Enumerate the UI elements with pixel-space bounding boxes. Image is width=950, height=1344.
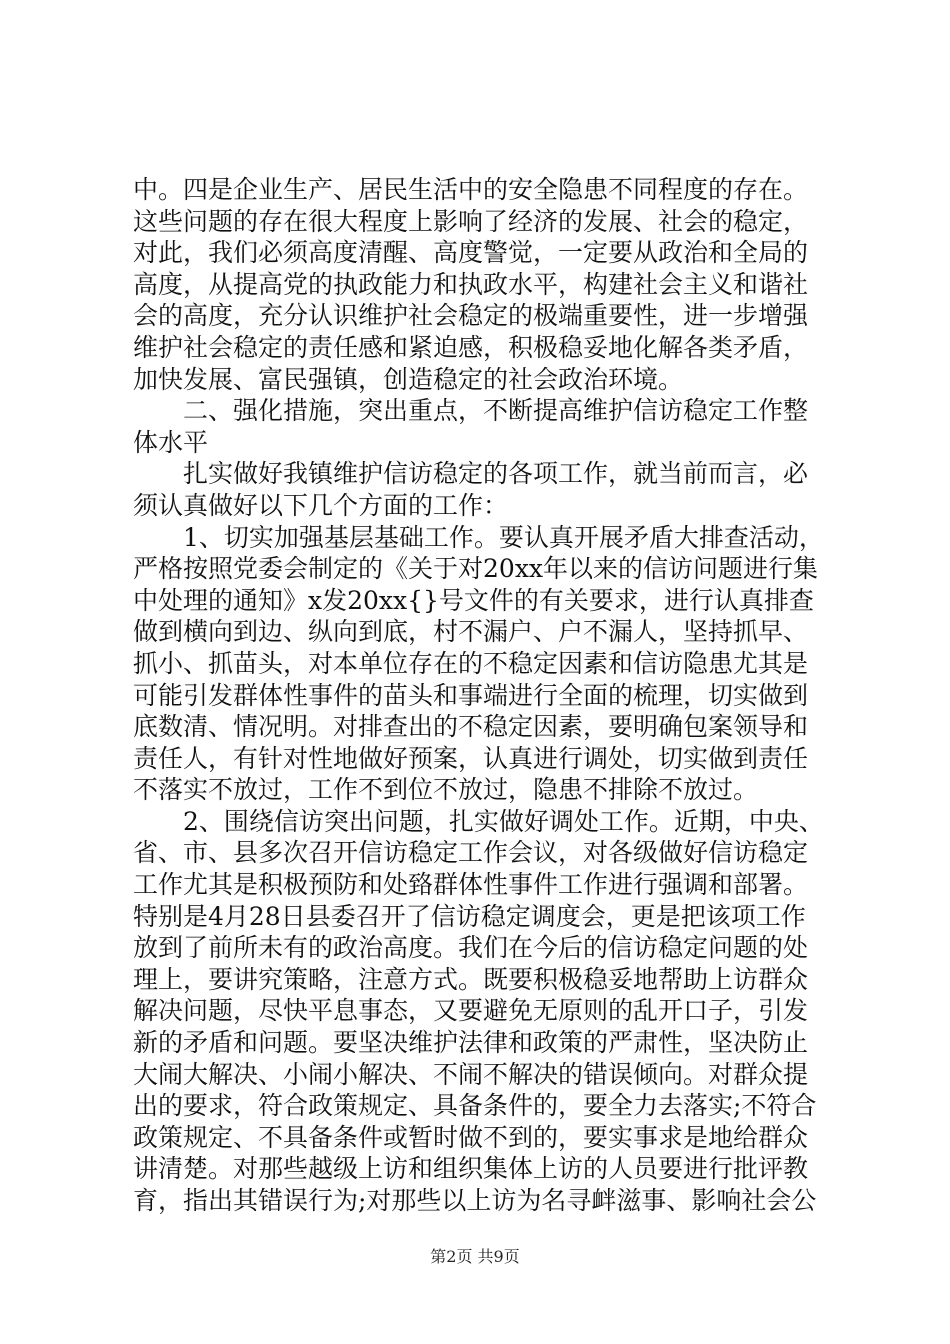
text-line: 2、围绕信访突出问题，扎实做好调处工作。近期，中央、 [133,806,824,836]
text-line: 育，指出其错误行为;对那些以上访为名寻衅滋事、影响社会公 [133,1186,817,1215]
body-text [133,174,833,1217]
text-line: 工作尤其是积极预防和处臵群体性事件工作进行强调和部署。 [133,870,809,900]
page-footer: 第2页 共9页 [430,1247,520,1266]
text-line: 二、强化措施，突出重点，不断提高维护信访稳定工作整 [133,396,809,426]
text-line: 中处理的通知》x发20xx{}号文件的有关要求，进行认真排查 [133,585,814,615]
text-line: 高度，从提高党的执政能力和执政水平，构建社会主义和谐社 [133,269,809,299]
text-line: 对此，我们必须高度清醒、高度警觉，一定要从政治和全局的 [133,238,809,268]
text-line: 政策规定、不具备条件或暂时做不到的，要实事求是地给群众 [133,1122,809,1152]
text-line: 1、切实加强基层基础工作。要认真开展矛盾大排查活动， [133,522,824,552]
text-line: 新的矛盾和问题。要坚决维护法律和政策的严肃性，坚决防止 [133,1028,809,1058]
text-line: 严格按照党委会制定的《关于对20xx年以来的信访问题进行集 [133,554,819,584]
text-line: 特别是4月28日县委召开了信访稳定调度会，更是把该项工作 [133,901,806,931]
text-line: 维护社会稳定的责任感和紧迫感，积极稳妥地化解各类矛盾， [133,332,809,362]
text-line: 扎实做好我镇维护信访稳定的各项工作，就当前而言，必 [133,459,809,489]
text-line: 做到横向到边、纵向到底，村不漏户、户不漏人，坚持抓早、 [133,617,809,647]
text-line: 底数清、情况明。对排查出的不稳定因素，要明确包案领导和 [133,712,809,742]
text-line: 体水平 [133,427,209,457]
text-line: 出的要求，符合政策规定、具备条件的，要全力去落实;不符合 [133,1091,817,1121]
text-line: 大闹大解决、小闹小解决、不闹不解决的错误倾向。对群众提 [133,1059,809,1089]
text-line: 加快发展、富民强镇，创造稳定的社会政治环境。 [133,364,684,394]
text-line: 理上，要讲究策略，注意方式。既要积极稳妥地帮助上访群众 [133,964,809,994]
text-line: 解决问题，尽快平息事态，又要避免无原则的乱开口子，引发 [133,996,809,1026]
text-line: 责任人，有针对性地做好预案，认真进行调处，切实做到责任 [133,743,809,773]
text-line: 这些问题的存在很大程度上影响了经济的发展、社会的稳定， [133,206,809,236]
text-line: 省、市、县多次召开信访稳定工作会议，对各级做好信访稳定 [133,838,809,868]
text-line: 放到了前所未有的政治高度。我们在今后的信访稳定问题的处 [133,933,809,963]
text-line: 会的高度，充分认识维护社会稳定的极端重要性，进一步增强 [133,301,809,331]
text-line: 可能引发群体性事件的苗头和事端进行全面的梳理，切实做到 [133,680,809,710]
text-line: 不落实不放过，工作不到位不放过，隐患不排除不放过。 [133,775,759,805]
text-line: 讲清楚。对那些越级上访和组织集体上访的人员要进行批评教 [133,1154,809,1184]
text-line: 抓小、抓苗头，对本单位存在的不稳定因素和信访隐患尤其是 [133,648,809,678]
text-line: 须认真做好以下几个方面的工作： [133,490,509,520]
text-line: 中。四是企业生产、居民生活中的安全隐患不同程度的存在。 [133,175,809,204]
